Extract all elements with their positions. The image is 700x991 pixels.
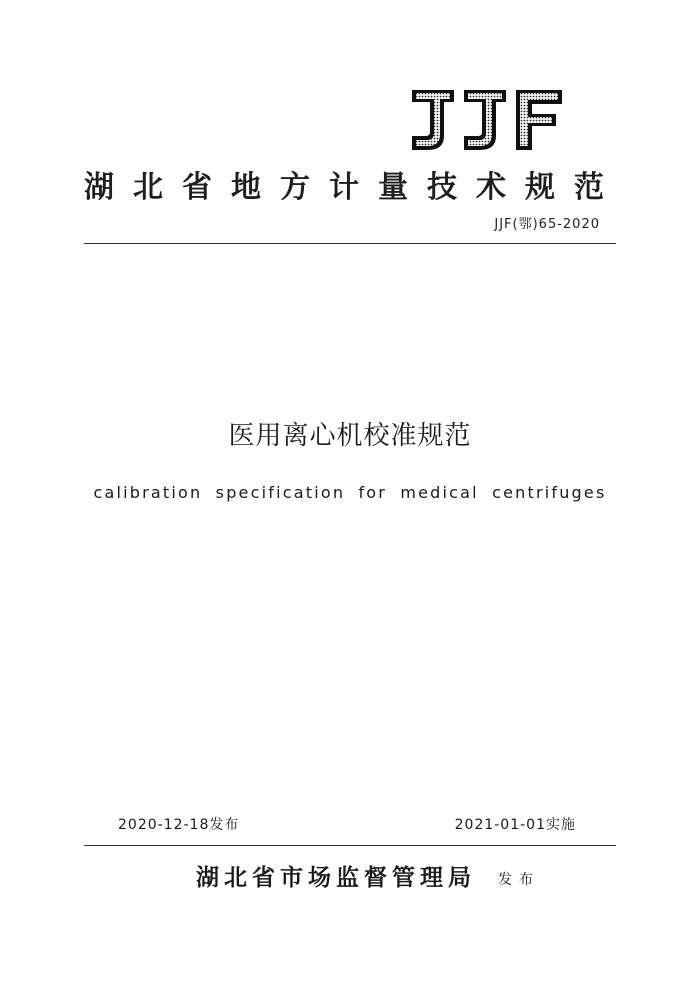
jjf-logo [406, 86, 566, 156]
logo-letter-f [516, 90, 562, 150]
logo-letter-j1 [412, 90, 454, 150]
document-title-english: calibration specification for medical centrifuges [93, 483, 607, 502]
bottom-divider [84, 845, 616, 846]
effective-date: 2021-01-01实施 [454, 817, 576, 833]
top-divider [84, 243, 616, 244]
publisher-name: 湖北省市场监督管理局 [196, 864, 476, 891]
document-code: JJF(鄂)65-2020 [494, 217, 600, 232]
series-title: 湖北省地方计量技术规范 [84, 170, 606, 205]
logo-letter-j2 [464, 90, 506, 150]
issue-date: 2020-12-18发布 [118, 817, 240, 833]
document-title: 医用离心机校准规范 [228, 421, 472, 451]
publish-label: 发布 [498, 872, 540, 888]
